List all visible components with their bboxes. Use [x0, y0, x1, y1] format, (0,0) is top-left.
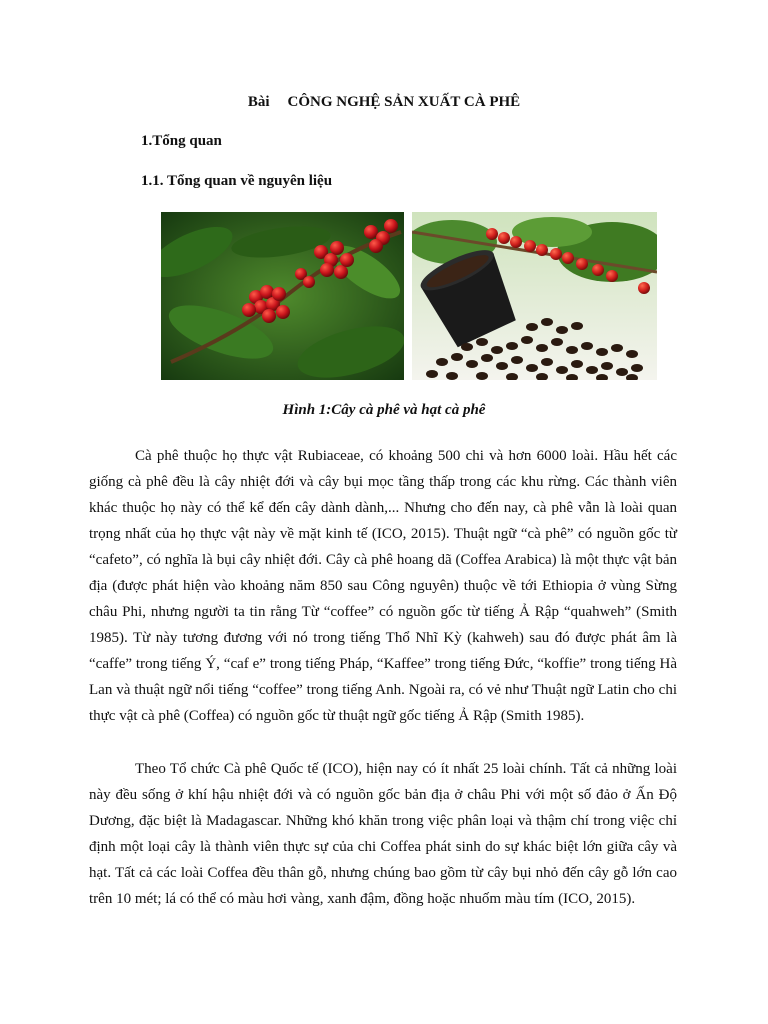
paragraph-2: Theo Tổ chức Cà phê Quốc tế (ICO), hiện nay có ít nhất 25 loài chính. Tất cả những loài này đều sống ở khí hậu nhiệt đới và có nguồn gốc bản địa ở châu Phi với một số đảo ở Ấn Độ Dương, đặc biệt là Madagascar. Những khó khăn trong việc phân loại và thậm chí trong việc chỉ định một loại cây là thành viên thực sự của chi Coffea phát sinh do sự khác biệt lớn giữa cây và hạt. Tất cả các loài Coffea đều thân gỗ, nhưng chúng bao gồm từ cây bụi nhỏ đến cây gỗ lớn cao trên 10 mét; lá có thể có màu hơi vàng, xanh đậm, đồng hoặc nhuốm màu tím (ICO, 2015). — [89, 761, 677, 907]
subsection-heading: 1.1. Tổng quan về nguyên liệu — [141, 173, 333, 189]
document-title — [0, 94, 768, 111]
figure-caption: Hình 1:Cây cà phê và hạt cà phê — [282, 402, 486, 418]
title-text: CÔNG NGHỆ SẢN XUẤT CÀ PHÊ — [287, 94, 521, 110]
section-heading: 1.Tổng quan — [141, 133, 222, 149]
coffee-plant-photo — [161, 212, 404, 380]
paragraph-1: Cà phê thuộc họ thực vật Rubiaceae, có khoảng 500 chi và hơn 6000 loài. Hầu hết các giống cà phê đều là cây nhiệt đới và cây bụi mọc tầng thấp trong các khu rừng. Các thành viên khác thuộc họ này có thể kể đến cây dành dành,... Nhưng cho đến nay, cà phê vẫn là loài quan trọng nhất của họ thực vật này về mặt kinh tế (ICO, 2015). Thuật ngữ “cà phê” có nguồn gốc từ “cafeto”, có nghĩa là bụi cây nhiệt đới. Cây cà phê hoang dã (Coffea Arabica) là một thực vật bản địa (được phát hiện vào khoảng năm 850 sau Công nguyên) thuộc về tới Ethiopia ở vùng Sừng châu Phi, nhưng người ta tin rằng Từ “coffee” có nguồn gốc từ tiếng Ả Rập “quahweh” (Smith 1985). Từ này tương đương với nó trong tiếng Thổ Nhĩ Kỳ (kahweh) sau đó được phát âm là “caffe” trong tiếng Ý, “caf e” trong tiếng Pháp, “Kaffee” trong tiếng Đức, “koffie” trong tiếng Hà Lan và thuật ngữ nổi tiếng “coffee” trong tiếng Anh. Ngoài ra, có vẻ như Thuật ngữ Latin cho chi thực vật cà phê (Coffea) có nguồn gốc từ thuật ngữ gốc tiếng Ả Rập (Smith 1985). — [89, 448, 677, 724]
title-prefix: Bài — [247, 94, 270, 110]
coffee-beans-photo — [412, 212, 657, 380]
